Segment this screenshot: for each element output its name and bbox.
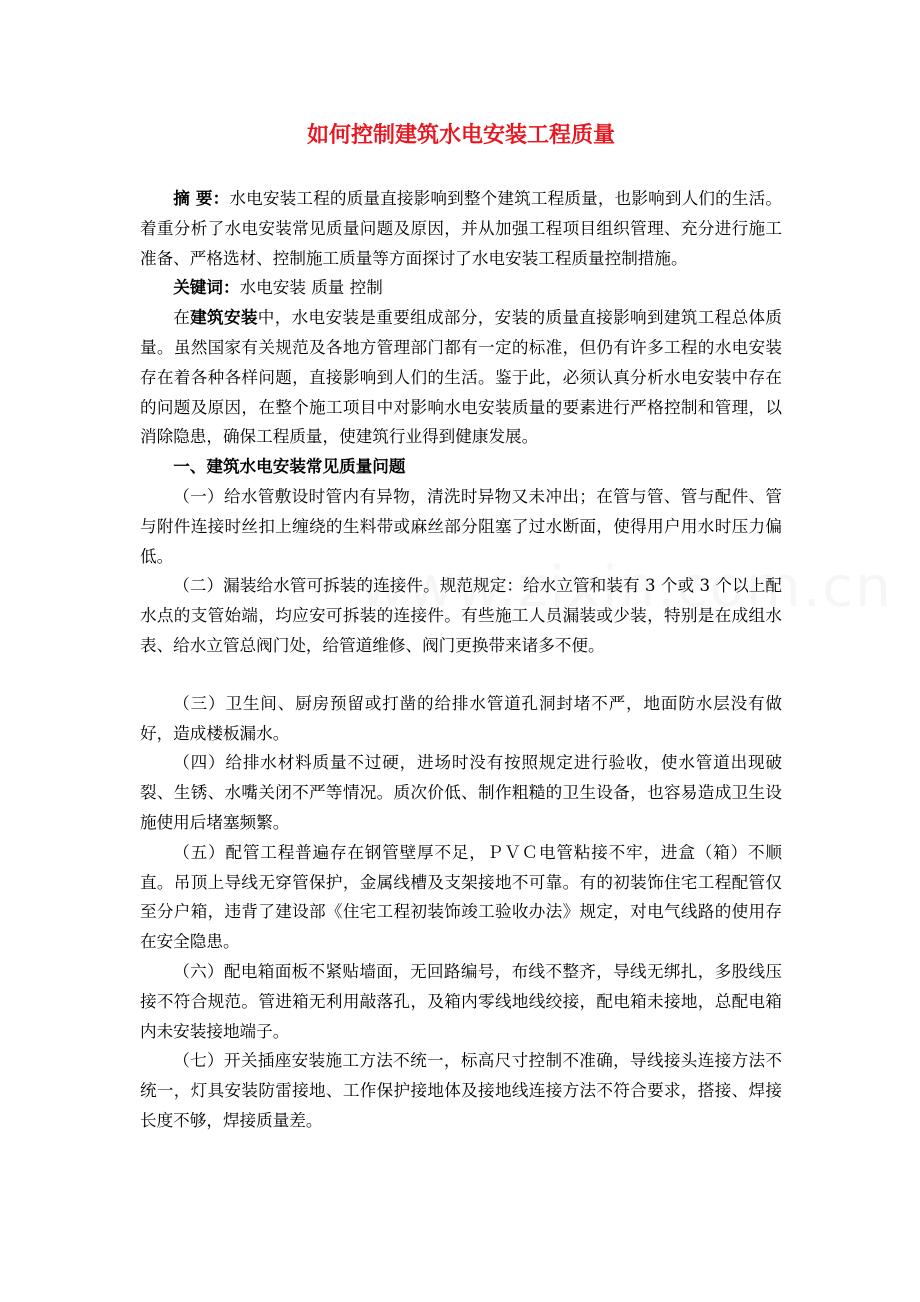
keywords-label: 关键词：: [173, 277, 240, 298]
abstract-text: 水电安装工程的质量直接影响到整个建筑工程质量，也影响到人们的生活。着重分析了水电安装常见质量问题及原因，并从加强工程项目组织管理、充分进行施工准备、严格选材、控制施工质量等方面探讨了水电安装工程质量控制措施。: [140, 189, 782, 268]
list-item: （三）卫生间、厨房预留或打凿的给排水管道孔洞封堵不严，地面防水层没有做好，造成楼板漏水。: [140, 693, 782, 743]
document-title: 如何控制建筑水电安装工程质量: [306, 123, 615, 148]
list-item: （五）配管工程普遍存在钢管壁厚不足，ＰＶＣ电管粘接不牢，进盒（箱）不顺直。吊顶上导线无穿管保护，金属线槽及支架接地不可靠。有的初装饰住宅工程配管仅至分户箱，违背了建设部《住宅工程初装饰竣工验收办法》规定，对电气线路的使用存在安全隐患。: [140, 842, 782, 952]
abstract-label: 摘 要：: [173, 188, 230, 208]
document-body: [140, 118, 782, 1136]
intro-prefix: 在: [173, 308, 191, 328]
list-item: （四）给排水材料质量不过硬，进场时没有按照规定进行验收，使水管道出现破裂、生锈、水嘴关闭不严等情况。质次价低、制作粗糙的卫生设备，也容易造成卫生设施使用后堵塞频繁。: [140, 753, 782, 832]
keywords-paragraph: [140, 273, 782, 303]
intro-paragraph: [140, 303, 782, 452]
section-heading: 一、建筑水电安装常见质量问题: [173, 456, 406, 477]
intro-rest: 中，水电安装是重要组成部分，安装的质量直接影响到建筑工程总体质量。虽然国家有关规范及各地方管理部门都有一定的标准，但仍有许多工程的水电安装存在着各种各样问题，直接影响到人们的生活。鉴于此，必须认真分析水电安装中存在的问题及原因，在整个施工项目中对影响水电安装质量的要素进行严格控制和管理，以消除隐患，确保工程质量，使建筑行业得到健康发展。: [140, 308, 783, 447]
list-item: （一）给水管敷设时管内有异物，清洗时异物又未冲出；在管与管、管与配件、管与附件连接时丝扣上缠绕的生料带或麻丝部分阻塞了过水断面，使得用户用水时压力偏低。: [140, 486, 782, 566]
blank-line: [140, 661, 782, 689]
intro-bold-term: 建筑安装: [190, 307, 258, 328]
list-item: （二）漏装给水管可拆装的连接件。规范规定：给水立管和装有 3 个或 3 个以上配水点的支管始端，均应安可拆装的连接件。有些施工人员漏装或少装，特别是在成组水表、给水立管总阀门处，给管道维修、阀门更换带来诸多不便。: [140, 576, 782, 655]
keywords-text: 水电安装 质量 控制: [239, 278, 383, 298]
abstract-paragraph: [140, 184, 782, 273]
list-item: （七）开关插座安装施工方法不统一，标高尺寸控制不准确，导线接头连接方法不统一，灯具安装防雷接地、工作保护接地体及接地线连接方法不符合要求，搭接、焊接长度不够，焊接质量差。: [140, 1051, 782, 1130]
list-item: （六）配电箱面板不紧贴墙面，无回路编号，布线不整齐，导线无绑扎，多股线压接不符合规范。管进箱无利用敲落孔，及箱内零线地线绞接，配电箱未接地，总配电箱内未安装接地端子。: [140, 961, 782, 1041]
